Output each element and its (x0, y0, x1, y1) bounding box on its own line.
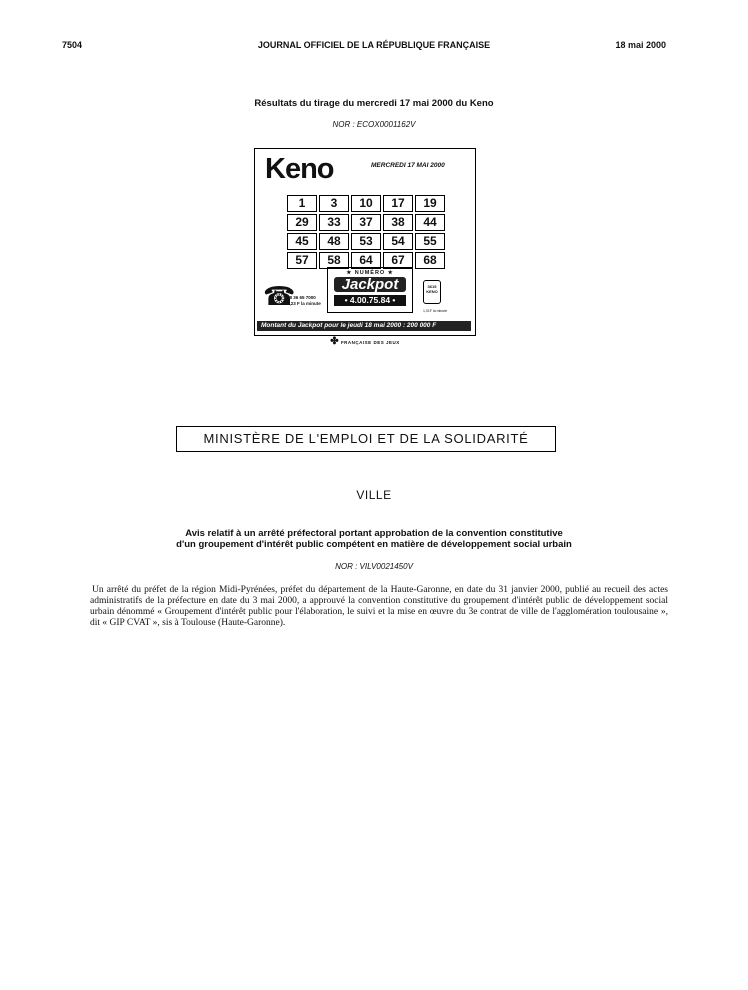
keno-draw-date: MERCREDI 17 MAI 2000 (371, 162, 445, 169)
phone-note: 2,23 F la minute (287, 301, 321, 306)
keno-number-cell: 1 (287, 195, 317, 212)
page-number: 7504 (62, 40, 83, 50)
keno-number-cell: 37 (351, 214, 381, 231)
keno-number-cell: 57 (287, 252, 317, 269)
jackpot-value: • 4.00.75.84 • (334, 295, 406, 306)
jackpot-box (327, 267, 413, 313)
jackpot-label: ★ NUMÉRO ★ (346, 270, 394, 276)
avis-title-line2: d'un groupement d'intérêt public compétent en matière de développement social urbain (176, 539, 572, 550)
telephone-icon: ☎ (263, 281, 296, 311)
ville-heading: VILLE (356, 488, 392, 502)
keno-number-cell: 10 (351, 195, 381, 212)
keno-number-cell: 64 (351, 252, 381, 269)
keno-number-grid (287, 195, 445, 269)
fdj-label: FRANÇAISE DES JEUX (340, 340, 400, 345)
keno-number-cell: 55 (415, 233, 445, 250)
phone-number: 08 36 65 7000 (287, 295, 316, 300)
minitel-icon: 3615 KENO (423, 280, 441, 304)
journal-title: JOURNAL OFFICIEL DE LA RÉPUBLIQUE FRANÇAISE (257, 40, 491, 50)
keno-number-cell: 29 (287, 214, 317, 231)
keno-number-cell: 53 (351, 233, 381, 250)
ville-nor: NOR : VILV0021450V (335, 562, 413, 571)
keno-number-cell: 58 (319, 252, 349, 269)
keno-number-cell: 48 (319, 233, 349, 250)
keno-number-cell: 38 (383, 214, 413, 231)
keno-number-cell: 17 (383, 195, 413, 212)
keno-number-cell: 45 (287, 233, 317, 250)
ministere-box: MINISTÈRE DE L'EMPLOI ET DE LA SOLIDARITÉ (176, 426, 556, 452)
keno-number-cell: 33 (319, 214, 349, 231)
clover-icon: ✤ (330, 336, 340, 347)
keno-number-cell: 19 (415, 195, 445, 212)
avis-title-line1: Avis relatif à un arrêté préfectoral portant approbation de la convention constitutive (185, 528, 563, 539)
keno-number-cell: 3 (319, 195, 349, 212)
minitel-note: 1,01F la minute (423, 309, 448, 313)
keno-number-cell: 68 (415, 252, 445, 269)
avis-body: Un arrêté du préfet de la région Midi-Pyrénées, préfet du département de la Haute-Garonne, en date du 31 janvier 2000, publié au recueil des actes administratifs de la préfecture en date du 3 mai 2000, a approuvé la convention constitutive du groupement d'intérêt public de développement social urbain dénommé « Groupement d'intérêt public pour l'élaboration, le suivi et la mise en œuvre du 3e contrat de ville de l'agglomération toulousaine », dit « GIP CVAT », sis à Toulouse (Haute-Garonne). (90, 585, 668, 628)
phone-info (287, 295, 321, 307)
keno-results-card (254, 148, 476, 336)
keno-nor: NOR : ECOX0001162V (332, 120, 416, 129)
keno-logo: Keno (265, 153, 334, 185)
keno-number-cell: 54 (383, 233, 413, 250)
fdj-footer (254, 336, 476, 347)
jackpot-banner: Montant du Jackpot pour le jeudi 18 mai 2000 : 200 000 F (257, 321, 471, 331)
keno-section-title: Résultats du tirage du mercredi 17 mai 2000 du Keno (254, 98, 494, 109)
jackpot-title: Jackpot (334, 277, 406, 292)
keno-number-cell: 67 (383, 252, 413, 269)
header-date: 18 mai 2000 (615, 40, 666, 50)
keno-number-cell: 44 (415, 214, 445, 231)
